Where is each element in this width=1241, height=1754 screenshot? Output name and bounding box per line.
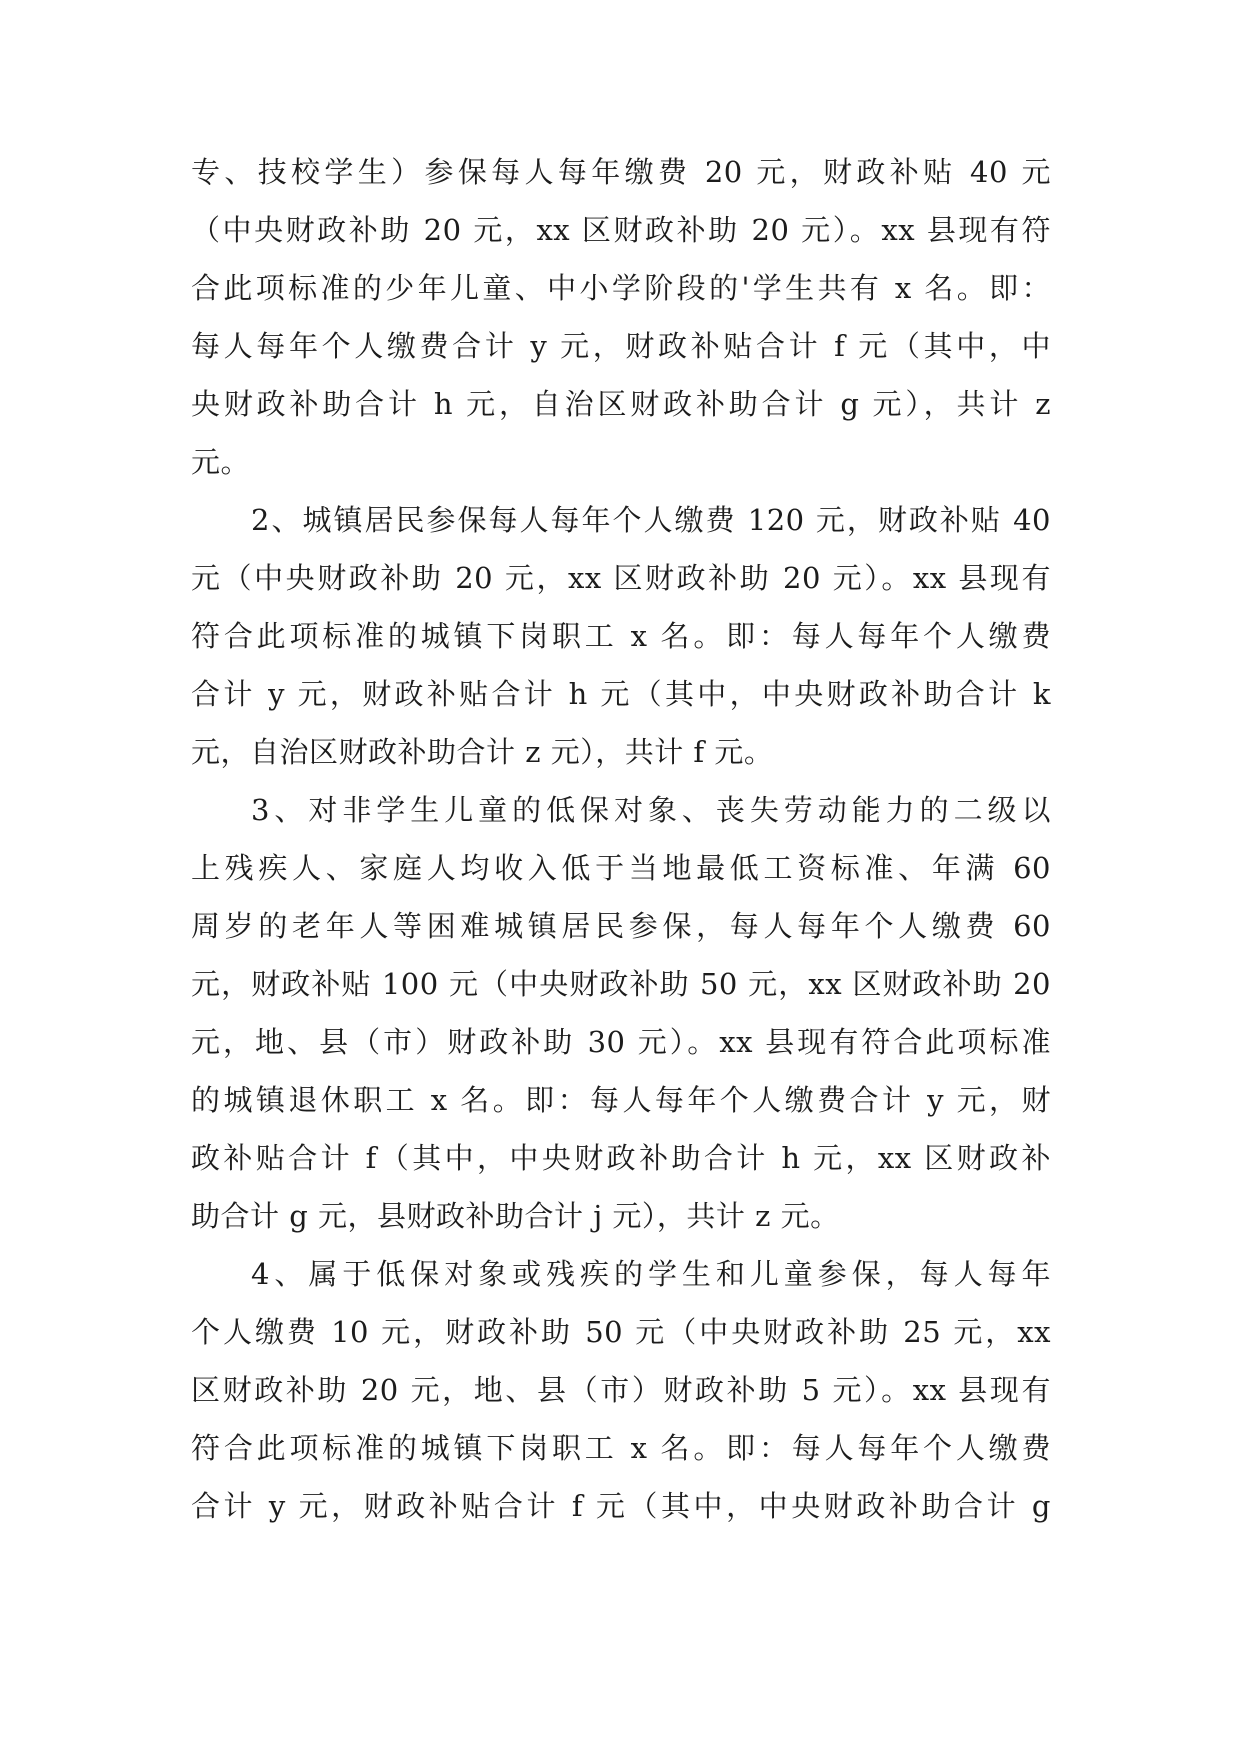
- text-line: 的城镇退休职工 x 名。即：每人每年个人缴费合计 y 元，财: [191, 1083, 1051, 1117]
- text-line: 政补贴合计 f（其中，中央财政补助合计 h 元，xx 区财政补: [191, 1141, 1051, 1175]
- text-line: 合此项标准的少年儿童、中小学阶段的'学生共有 x 名。即：: [191, 271, 1051, 305]
- text-line: 元（中央财政补助 20 元，xx 区财政补助 20 元）。xx 县现有: [191, 561, 1051, 595]
- text-line: 4、属于低保对象或残疾的学生和儿童参保，每人每年: [251, 1257, 1051, 1291]
- paragraph-continued: [191, 157, 1051, 505]
- paragraph-4: [191, 1259, 1051, 1549]
- text-line: 元，自治区财政补助合计 z 元），共计 f 元。: [191, 735, 774, 769]
- text-line: 区财政补助 20 元，地、县（市）财政补助 5 元）。xx 县现有: [191, 1373, 1051, 1407]
- text-line: 合计 y 元，财政补贴合计 f 元（其中，中央财政补助合计 g: [191, 1489, 1051, 1523]
- text-line: 央财政补助合计 h 元，自治区财政补助合计 g 元），共计 z: [191, 387, 1051, 421]
- text-line: 符合此项标准的城镇下岗职工 x 名。即：每人每年个人缴费: [191, 619, 1051, 653]
- text-line: 专、技校学生）参保每人每年缴费 20 元，财政补贴 40 元: [191, 155, 1051, 189]
- paragraph-2: [191, 505, 1051, 795]
- text-line: 3、对非学生儿童的低保对象、丧失劳动能力的二级以: [251, 793, 1051, 827]
- text-line: 个人缴费 10 元，财政补助 50 元（中央财政补助 25 元，xx: [191, 1315, 1051, 1349]
- text-line: 元，地、县（市）财政补助 30 元）。xx 县现有符合此项标准: [191, 1025, 1051, 1059]
- text-line: 元。: [191, 445, 251, 479]
- text-line: 符合此项标准的城镇下岗职工 x 名。即：每人每年个人缴费: [191, 1431, 1051, 1465]
- text-line: 周岁的老年人等困难城镇居民参保，每人每年个人缴费 60: [191, 909, 1051, 943]
- text-line: 上残疾人、家庭人均收入低于当地最低工资标准、年满 60: [191, 851, 1051, 885]
- text-line: （中央财政补助 20 元，xx 区财政补助 20 元）。xx 县现有符: [191, 213, 1051, 247]
- text-line: 合计 y 元，财政补贴合计 h 元（其中，中央财政补助合计 k: [191, 677, 1051, 711]
- text-line: 元，财政补贴 100 元（中央财政补助 50 元，xx 区财政补助 20: [191, 967, 1051, 1001]
- paragraph-3: [191, 795, 1051, 1259]
- text-line: 助合计 g 元，县财政补助合计 j 元），共计 z 元。: [191, 1199, 840, 1233]
- document-body: [191, 157, 1051, 1549]
- text-line: 每人每年个人缴费合计 y 元，财政补贴合计 f 元（其中，中: [191, 329, 1051, 363]
- text-line: 2、城镇居民参保每人每年个人缴费 120 元，财政补贴 40: [251, 503, 1051, 537]
